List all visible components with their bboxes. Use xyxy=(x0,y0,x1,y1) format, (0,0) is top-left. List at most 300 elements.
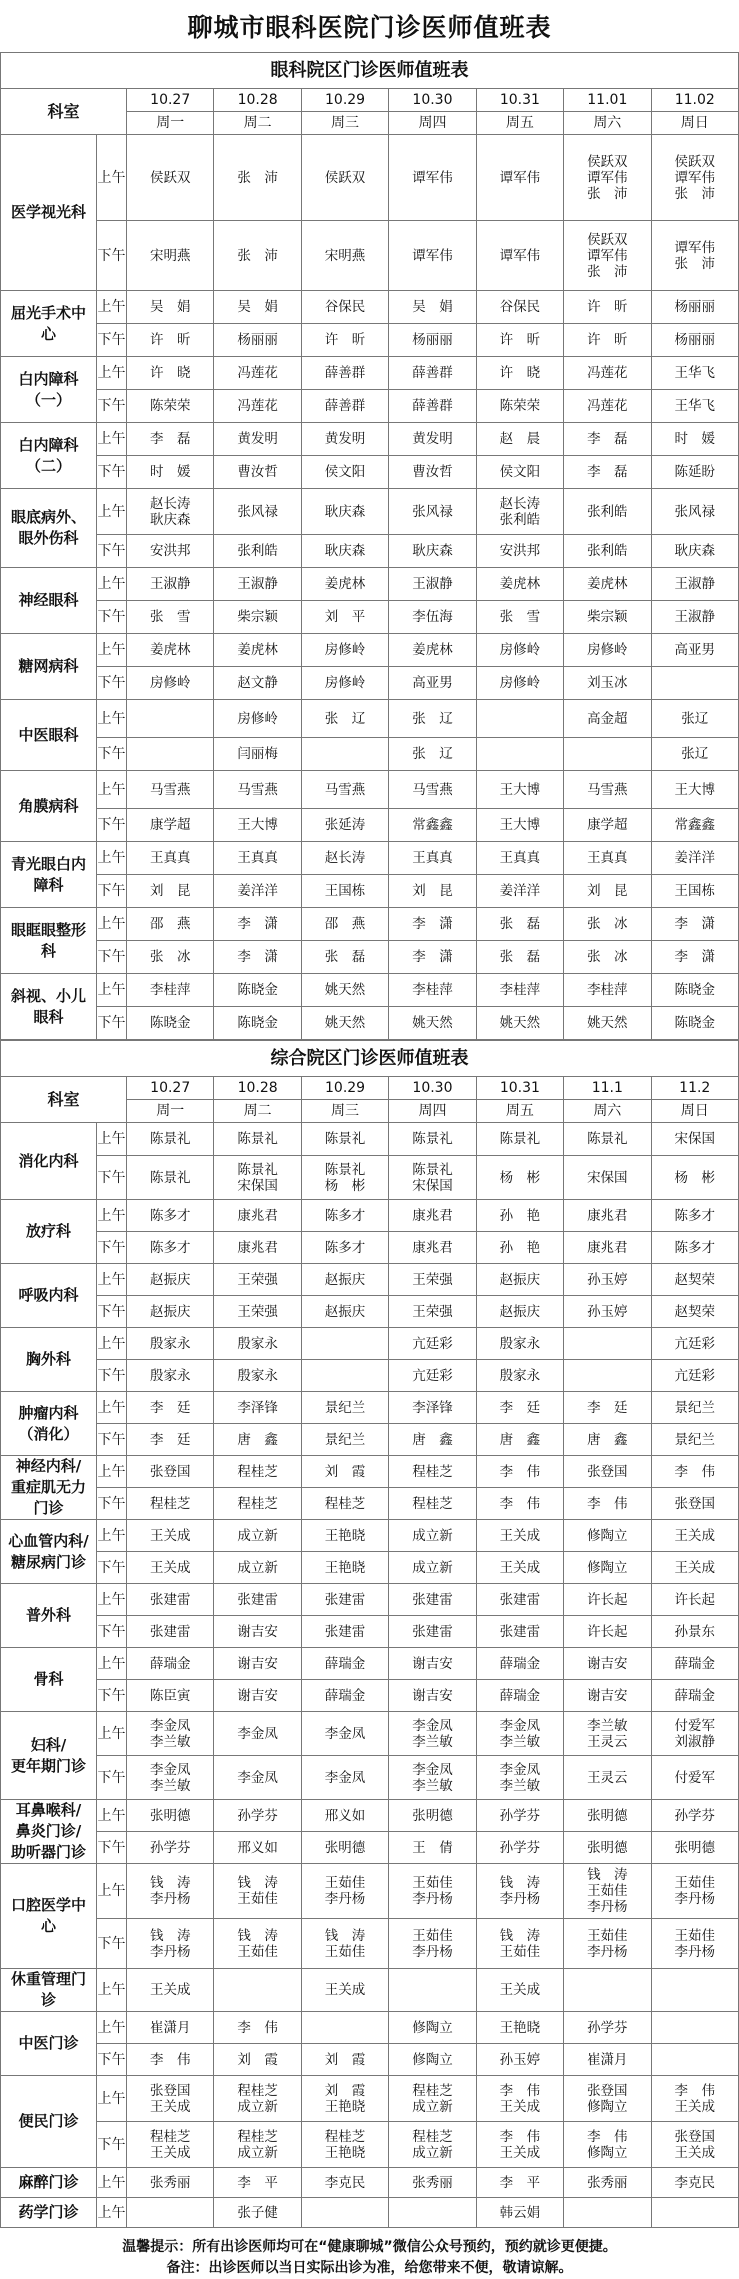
doctor-name: 王荣强 xyxy=(412,1271,453,1288)
schedule-row xyxy=(1,535,739,568)
doctor-cell xyxy=(389,1488,476,1520)
doctor-name: 张 磊 xyxy=(499,916,541,932)
dept-name: 斜视、小儿眼科 xyxy=(1,974,97,1040)
dept-name: 心血管内科/ 糖尿病门诊 xyxy=(1,1520,97,1584)
doctor-name: 陈晓金 xyxy=(674,982,716,998)
schedule-row xyxy=(1,324,739,357)
doctor-cell xyxy=(127,135,214,221)
doctor-name: 赵振庆 xyxy=(324,1303,366,1320)
doctor-cell xyxy=(214,2168,301,2198)
doctor-cell xyxy=(651,2198,738,2228)
doctor-cell xyxy=(389,941,476,974)
doctor-name: 张秀丽 xyxy=(149,2174,191,2191)
doctor-name: 谭军伟 xyxy=(674,169,716,186)
doctor-name: 张 辽 xyxy=(412,710,453,727)
doctor-name: 李 伟 xyxy=(674,1463,716,1480)
doctor-name: 耿庆森 xyxy=(324,503,366,520)
doctor-name: 谢吉安 xyxy=(412,1655,453,1672)
doctor-name: 高亚男 xyxy=(412,675,453,691)
doctor-name: 崔潇月 xyxy=(149,2019,191,2036)
doctor-name: 王荣强 xyxy=(412,1303,453,1320)
doctor-name: 刘 霞 xyxy=(324,2082,366,2099)
doctor-name: 孙学芬 xyxy=(499,1839,541,1856)
schedule-row xyxy=(1,1360,739,1392)
doctor-name: 赵振庆 xyxy=(149,1303,191,1320)
doctor-cell xyxy=(476,700,563,738)
doctor-name: 谭军伟 xyxy=(587,169,628,186)
doctor-cell xyxy=(476,135,563,221)
doctor-cell xyxy=(214,1680,301,1712)
doctor-cell xyxy=(651,489,738,535)
doctor-name: 钱 涛 xyxy=(499,1927,541,1944)
doctor-cell xyxy=(651,357,738,390)
weekday-header: 周日 xyxy=(651,112,738,135)
doctor-name: 孙学芬 xyxy=(674,1807,716,1824)
doctor-name: 李丹杨 xyxy=(674,1943,716,1960)
doctor-name: 钱 涛 xyxy=(237,1875,278,1891)
doctor-cell xyxy=(389,667,476,700)
doctor-name: 陈多才 xyxy=(149,1207,191,1224)
doctor-cell xyxy=(651,1616,738,1648)
doctor-name: 成立新 xyxy=(412,1527,453,1544)
doctor-cell xyxy=(476,2198,563,2228)
doctor-cell xyxy=(301,1232,388,1264)
doctor-cell xyxy=(651,324,738,357)
session-label: 下午 xyxy=(97,1680,127,1712)
doctor-name: 杨 彬 xyxy=(674,1169,716,1186)
doctor-cell xyxy=(301,324,388,357)
doctor-name: 李泽锋 xyxy=(237,1399,278,1416)
doctor-cell xyxy=(214,1488,301,1520)
date-header: 10.28 xyxy=(214,89,301,112)
section-title: 综合院区门诊医师值班表 xyxy=(1,1041,739,1077)
doctor-name: 李桂萍 xyxy=(149,982,191,998)
doctor-name: 李 磊 xyxy=(587,431,628,447)
doctor-name: 张 沛 xyxy=(237,247,278,264)
doctor-name: 王荣强 xyxy=(237,1303,278,1320)
dept-name: 中医眼科 xyxy=(1,700,97,771)
doctor-name: 许 昕 xyxy=(499,332,541,348)
doctor-name: 陈景礼 xyxy=(587,1131,628,1147)
doctor-name: 王关成 xyxy=(149,2098,191,2115)
doctor-cell xyxy=(476,1756,563,1800)
schedule-row xyxy=(1,941,739,974)
doctor-name: 许 晓 xyxy=(499,365,541,381)
doctor-cell xyxy=(301,941,388,974)
session-label: 下午 xyxy=(97,456,127,489)
session-label: 下午 xyxy=(97,1616,127,1648)
doctor-cell xyxy=(301,1864,388,1919)
doctor-name: 陈景礼 xyxy=(149,1131,191,1147)
dept-name: 药学门诊 xyxy=(1,2198,97,2228)
doctor-name: 姚天然 xyxy=(587,1015,628,1031)
doctor-name: 陈晓金 xyxy=(674,1015,716,1031)
doctor-name: 王真真 xyxy=(237,850,278,866)
doctor-name: 王茹佳 xyxy=(324,1943,366,1960)
doctor-name: 康兆君 xyxy=(237,1207,278,1224)
doctor-name: 邢义如 xyxy=(237,1839,278,1856)
schedule-row xyxy=(1,634,739,667)
doctor-cell xyxy=(564,771,651,809)
doctor-name: 薛瑞金 xyxy=(674,1655,716,1672)
date-header: 11.02 xyxy=(651,89,738,112)
session-label: 上午 xyxy=(97,1200,127,1232)
doctor-name: 张利皓 xyxy=(237,543,278,559)
doctor-cell xyxy=(651,1864,738,1919)
doctor-cell xyxy=(127,2198,214,2228)
dept-name: 口腔医学中心 xyxy=(1,1864,97,1969)
doctor-name: 张 沛 xyxy=(587,263,628,280)
doctor-cell xyxy=(651,535,738,568)
doctor-cell xyxy=(301,1392,388,1424)
doctor-cell xyxy=(127,1232,214,1264)
doctor-cell xyxy=(301,1800,388,1832)
doctor-name: 宋明燕 xyxy=(324,247,366,264)
doctor-cell xyxy=(389,2044,476,2076)
doctor-cell xyxy=(301,700,388,738)
doctor-name: 张建雷 xyxy=(499,1623,541,1640)
session-label: 下午 xyxy=(97,1232,127,1264)
doctor-name: 谢吉安 xyxy=(587,1655,628,1672)
doctor-name: 张风禄 xyxy=(237,503,278,520)
doctor-name: 刘 昆 xyxy=(412,883,453,899)
doctor-name: 李 伟 xyxy=(499,1495,541,1512)
doctor-name: 赵振庆 xyxy=(324,1271,366,1288)
session-label: 上午 xyxy=(97,2168,127,2198)
date-header: 11.2 xyxy=(651,1077,738,1100)
doctor-cell xyxy=(651,2168,738,2198)
date-header: 10.27 xyxy=(127,89,214,112)
doctor-cell xyxy=(389,1969,476,2012)
doctor-cell xyxy=(389,1456,476,1488)
doctor-name: 王淑静 xyxy=(674,576,716,592)
doctor-name: 耿庆森 xyxy=(412,543,453,559)
doctor-cell xyxy=(301,2012,388,2044)
session-label: 上午 xyxy=(97,1584,127,1616)
dept-name: 肿瘤内科 （消化） xyxy=(1,1392,97,1456)
doctor-name: 宋保国 xyxy=(237,1177,278,1194)
doctor-cell xyxy=(476,568,563,601)
session-label: 下午 xyxy=(97,667,127,700)
doctor-cell xyxy=(476,2168,563,2198)
doctor-name: 姜虎林 xyxy=(324,576,366,592)
doctor-cell xyxy=(214,1756,301,1800)
doctor-name: 李 廷 xyxy=(149,1399,191,1416)
doctor-name: 房修岭 xyxy=(499,642,541,658)
doctor-name: 李伍海 xyxy=(412,609,453,625)
doctor-cell xyxy=(476,1616,563,1648)
doctor-cell xyxy=(476,357,563,390)
doctor-name: 谭军伟 xyxy=(412,169,453,186)
doctor-cell xyxy=(564,1123,651,1156)
schedule-row xyxy=(1,700,739,738)
doctor-name: 黄发明 xyxy=(237,431,278,447)
doctor-cell xyxy=(389,1616,476,1648)
doctor-name: 许长起 xyxy=(587,1623,628,1640)
doctor-name: 房修岭 xyxy=(499,675,541,691)
doctor-name: 谭军伟 xyxy=(674,239,716,256)
doctor-cell xyxy=(127,324,214,357)
doctor-name: 李金凤 xyxy=(499,1717,541,1734)
dept-name: 麻醉门诊 xyxy=(1,2168,97,2198)
doctor-cell xyxy=(651,1488,738,1520)
schedule-row xyxy=(1,2076,739,2122)
schedule-row xyxy=(1,390,739,423)
doctor-cell xyxy=(214,771,301,809)
doctor-name: 李 潇 xyxy=(237,916,278,932)
date-header: 10.31 xyxy=(476,89,563,112)
doctor-name: 李兰敏 xyxy=(149,1733,191,1750)
doctor-name: 赵 晨 xyxy=(499,431,541,447)
doctor-name: 耿庆森 xyxy=(674,543,716,559)
doctor-cell xyxy=(476,1392,563,1424)
doctor-cell xyxy=(214,1832,301,1864)
doctor-cell xyxy=(301,390,388,423)
schedule-row xyxy=(1,601,739,634)
dept-name: 青光眼白内障科 xyxy=(1,842,97,908)
doctor-name: 王茹佳 xyxy=(587,1883,628,1899)
doctor-name: 马雪燕 xyxy=(587,781,628,798)
weekday-header: 周二 xyxy=(214,1100,301,1123)
doctor-name: 王关成 xyxy=(674,2098,716,2115)
doctor-name: 康兆君 xyxy=(587,1207,628,1224)
schedule-row xyxy=(1,2168,739,2198)
doctor-name: 赵振庆 xyxy=(499,1271,541,1288)
doctor-name: 王关成 xyxy=(674,1527,716,1544)
doctor-name: 陈晓金 xyxy=(237,1015,278,1031)
date-header: 10.28 xyxy=(214,1077,301,1100)
doctor-cell xyxy=(301,809,388,842)
doctor-name: 王关成 xyxy=(149,2144,191,2161)
doctor-name: 张延涛 xyxy=(324,817,366,833)
doctor-name: 柴宗颖 xyxy=(237,609,278,625)
doctor-name: 张明德 xyxy=(412,1807,453,1824)
doctor-cell xyxy=(127,1007,214,1040)
doctor-cell xyxy=(214,1800,301,1832)
doctor-cell xyxy=(127,2168,214,2198)
doctor-cell xyxy=(127,1712,214,1756)
doctor-cell xyxy=(476,1456,563,1488)
doctor-name: 王茹佳 xyxy=(237,1943,278,1960)
doctor-cell xyxy=(301,1756,388,1800)
doctor-name: 王大博 xyxy=(674,781,716,798)
doctor-name: 李 伟 xyxy=(674,2082,716,2099)
doctor-cell xyxy=(564,908,651,941)
doctor-name: 陈晓金 xyxy=(237,982,278,998)
doctor-cell xyxy=(127,1123,214,1156)
doctor-cell xyxy=(564,1200,651,1232)
doctor-cell xyxy=(651,1392,738,1424)
doctor-name: 陈晓金 xyxy=(149,1015,191,1031)
session-label: 上午 xyxy=(97,1123,127,1156)
schedule-row xyxy=(1,1520,739,1552)
doctor-name: 张辽 xyxy=(681,710,709,727)
doctor-cell xyxy=(214,1648,301,1680)
doctor-name: 赵振庆 xyxy=(499,1303,541,1320)
doctor-cell xyxy=(564,1864,651,1919)
doctor-cell xyxy=(127,2012,214,2044)
doctor-name: 张建雷 xyxy=(499,1591,541,1608)
doctor-cell xyxy=(476,1712,563,1756)
doctor-name: 张建雷 xyxy=(324,1591,366,1608)
doctor-cell xyxy=(564,601,651,634)
doctor-name: 陈荣荣 xyxy=(499,398,541,414)
weekday-header: 周六 xyxy=(564,1100,651,1123)
doctor-name: 安洪邦 xyxy=(499,543,541,559)
dept-name: 糖网病科 xyxy=(1,634,97,700)
doctor-cell xyxy=(651,1552,738,1584)
doctor-cell xyxy=(564,1360,651,1392)
doctor-name: 李 伟 xyxy=(499,2082,541,2099)
session-label: 下午 xyxy=(97,1756,127,1800)
doctor-name: 殷家永 xyxy=(499,1335,541,1352)
doctor-cell xyxy=(564,1488,651,1520)
schedule-row xyxy=(1,1552,739,1584)
doctor-name: 冯莲花 xyxy=(237,398,278,414)
doctor-name: 陈多才 xyxy=(324,1207,366,1224)
doctor-cell xyxy=(127,974,214,1007)
doctor-name: 亢廷彩 xyxy=(674,1367,716,1384)
doctor-name: 房修岭 xyxy=(149,675,191,691)
session-label: 上午 xyxy=(97,1520,127,1552)
doctor-name: 时 媛 xyxy=(674,431,716,447)
doctor-name: 李泽锋 xyxy=(412,1399,453,1416)
schedule-row xyxy=(1,291,739,324)
doctor-cell xyxy=(214,1919,301,1969)
doctor-cell xyxy=(389,1156,476,1200)
doctor-name: 李兰敏 xyxy=(412,1733,453,1750)
doctor-name: 康兆君 xyxy=(587,1239,628,1256)
doctor-cell xyxy=(389,135,476,221)
doctor-name: 张登国 xyxy=(587,1463,628,1480)
doctor-cell xyxy=(214,601,301,634)
schedule-row xyxy=(1,809,739,842)
doctor-cell xyxy=(389,1584,476,1616)
doctor-name: 许 晓 xyxy=(149,365,191,381)
schedule-row xyxy=(1,456,739,489)
date-header: 10.30 xyxy=(389,89,476,112)
schedule-row xyxy=(1,908,739,941)
doctor-cell xyxy=(651,1712,738,1756)
doctor-cell xyxy=(651,2012,738,2044)
doctor-cell xyxy=(214,809,301,842)
doctor-cell xyxy=(127,1756,214,1800)
doctor-name: 李 伟 xyxy=(587,1495,628,1512)
doctor-cell xyxy=(214,1200,301,1232)
doctor-name: 张登国 xyxy=(149,2082,191,2099)
doctor-cell xyxy=(301,1616,388,1648)
schedule-row xyxy=(1,1200,739,1232)
doctor-cell xyxy=(301,2168,388,2198)
doctor-name: 李金凤 xyxy=(237,1769,278,1786)
doctor-cell xyxy=(564,423,651,456)
doctor-cell xyxy=(301,568,388,601)
doctor-name: 杨丽丽 xyxy=(412,332,453,348)
schedule-row xyxy=(1,135,739,221)
doctor-name: 许 昕 xyxy=(149,332,191,348)
doctor-name: 姜洋洋 xyxy=(237,883,278,899)
doctor-cell xyxy=(651,221,738,291)
dept-name: 屈光手术中心 xyxy=(1,291,97,357)
doctor-name: 殷家永 xyxy=(499,1367,541,1384)
doctor-cell xyxy=(564,974,651,1007)
doctor-name: 刘淑静 xyxy=(674,1733,716,1750)
doctor-name: 薛善群 xyxy=(412,365,453,381)
doctor-cell xyxy=(476,1200,563,1232)
doctor-name: 李 平 xyxy=(499,2174,541,2191)
doctor-cell xyxy=(127,1584,214,1616)
doctor-name: 姚天然 xyxy=(324,982,366,998)
doctor-name: 王茹佳 xyxy=(587,1927,628,1944)
doctor-cell xyxy=(651,1680,738,1712)
doctor-cell xyxy=(651,908,738,941)
doctor-cell xyxy=(651,1232,738,1264)
doctor-cell xyxy=(214,634,301,667)
date-header: 10.30 xyxy=(389,1077,476,1100)
doctor-name: 李金凤 xyxy=(149,1717,191,1734)
doctor-name: 薛善群 xyxy=(412,398,453,414)
schedule-row xyxy=(1,771,739,809)
schedule-row xyxy=(1,667,739,700)
schedule-row xyxy=(1,1007,739,1040)
doctor-name: 张 沛 xyxy=(237,169,278,186)
doctor-name: 常鑫鑫 xyxy=(674,817,716,833)
doctor-cell xyxy=(301,1832,388,1864)
doctor-name: 时 媛 xyxy=(149,464,191,480)
doctor-name: 李金凤 xyxy=(324,1725,366,1742)
doctor-cell xyxy=(476,291,563,324)
doctor-cell xyxy=(214,489,301,535)
dept-name: 休重管理门诊 xyxy=(1,1969,97,2012)
doctor-name: 孙学芬 xyxy=(499,1807,541,1824)
doctor-cell xyxy=(214,1232,301,1264)
session-label: 上午 xyxy=(97,842,127,875)
doctor-name: 唐 鑫 xyxy=(237,1431,278,1448)
doctor-cell xyxy=(127,1456,214,1488)
doctor-name: 孙玉婷 xyxy=(587,1271,628,1288)
session-label: 上午 xyxy=(97,634,127,667)
doctor-cell xyxy=(301,667,388,700)
doctor-cell xyxy=(476,2122,563,2168)
doctor-cell xyxy=(389,390,476,423)
doctor-name: 王华飞 xyxy=(674,398,716,414)
session-label: 上午 xyxy=(97,2076,127,2122)
doctor-name: 柴宗颖 xyxy=(587,609,628,625)
doctor-cell xyxy=(214,1864,301,1919)
doctor-cell xyxy=(127,1200,214,1232)
doctor-cell xyxy=(651,634,738,667)
schedule-row xyxy=(1,1296,739,1328)
doctor-name: 曹汝哲 xyxy=(412,464,453,480)
doctor-cell xyxy=(301,2044,388,2076)
doctor-name: 亢廷彩 xyxy=(412,1335,453,1352)
doctor-name: 王艳晓 xyxy=(324,1527,366,1544)
doctor-name: 侯跃双 xyxy=(674,153,716,170)
doctor-cell xyxy=(389,2076,476,2122)
doctor-name: 陈多才 xyxy=(324,1239,366,1256)
doctor-name: 薛瑞金 xyxy=(324,1655,366,1672)
doctor-cell xyxy=(564,2076,651,2122)
dept-header: 科室 xyxy=(1,1077,127,1123)
weekday-header: 周四 xyxy=(389,1100,476,1123)
doctor-name: 张 辽 xyxy=(412,746,453,762)
doctor-cell xyxy=(127,535,214,568)
schedule-row xyxy=(1,1800,739,1832)
doctor-name: 殷家永 xyxy=(149,1367,191,1384)
doctor-cell xyxy=(651,1360,738,1392)
doctor-cell xyxy=(214,1969,301,2012)
doctor-cell xyxy=(564,1392,651,1424)
